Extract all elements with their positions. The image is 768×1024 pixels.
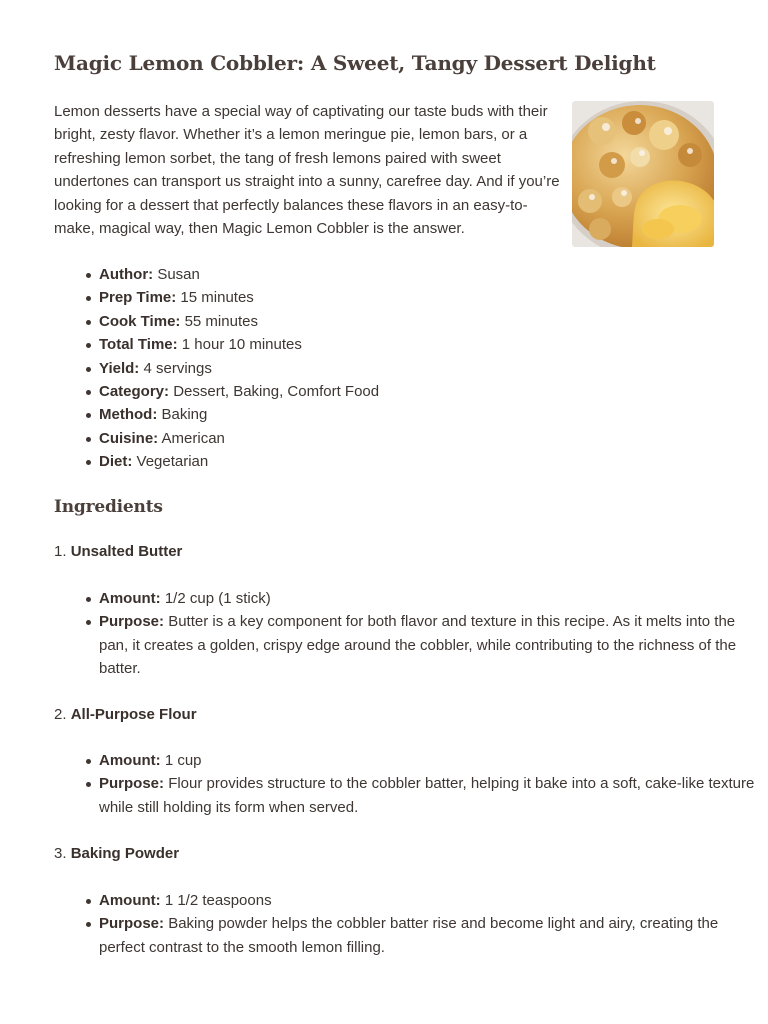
ingredient-title: 1. Unsalted Butter bbox=[54, 543, 183, 560]
meta-yield: Yield: 4 servings bbox=[99, 357, 759, 380]
meta-cook-time: Cook Time: 55 minutes bbox=[99, 310, 759, 333]
ingredient-amount: Amount: 1/2 cup (1 stick) bbox=[99, 587, 761, 610]
meta-author: Author: Susan bbox=[99, 263, 759, 286]
ingredient-purpose: Purpose: Baking powder helps the cobbler batter rise and become light and airy, creating the perfect contrast to the smooth lemon filling. bbox=[99, 912, 761, 959]
meta-category: Category: Dessert, Baking, Comfort Food bbox=[99, 380, 759, 403]
meta-prep-time: Prep Time: 15 minutes bbox=[99, 286, 759, 309]
lemon-cobbler-image bbox=[572, 101, 714, 247]
ingredient-details bbox=[54, 749, 761, 819]
ingredients-heading: Ingredients bbox=[54, 497, 163, 517]
meta-total-time: Total Time: 1 hour 10 minutes bbox=[99, 333, 759, 356]
meta-diet: Diet: Vegetarian bbox=[99, 450, 759, 473]
ingredient-title: 3. Baking Powder bbox=[54, 845, 180, 862]
ingredient-amount: Amount: 1 cup bbox=[99, 749, 761, 772]
article-title: Magic Lemon Cobbler: A Sweet, Tangy Dessert Delight bbox=[54, 51, 656, 75]
ingredient-purpose: Purpose: Flour provides structure to the cobbler batter, helping it bake into a soft, cake-like texture while still holding its form when served. bbox=[99, 772, 761, 819]
ingredient-details bbox=[54, 889, 761, 959]
ingredient-amount: Amount: 1 1/2 teaspoons bbox=[99, 889, 761, 912]
recipe-meta-list bbox=[54, 263, 759, 474]
ingredient-title: 2. All-Purpose Flour bbox=[54, 706, 197, 723]
ingredient-purpose: Purpose: Butter is a key component for both flavor and texture in this recipe. As it melts into the pan, it creates a golden, crispy edge around the cobbler, while contributing to the richness of the batter. bbox=[99, 610, 761, 680]
ingredient-details bbox=[54, 587, 761, 681]
intro-paragraph: Lemon desserts have a special way of captivating our taste buds with their bright, zesty flavor. Whether it’s a lemon meringue pie, lemon bars, or a refreshing lemon sorbet, the tang of fresh lemons paired with sweet undertones can transport us straight into a sunny, carefree day. And if you’re looking for a dessert that perfectly balances these flavors in an easy-to-make, magical way, then Magic Lemon Cobbler is the answer. bbox=[54, 103, 560, 238]
meta-method: Method: Baking bbox=[99, 403, 759, 426]
meta-cuisine: Cuisine: American bbox=[99, 427, 759, 450]
